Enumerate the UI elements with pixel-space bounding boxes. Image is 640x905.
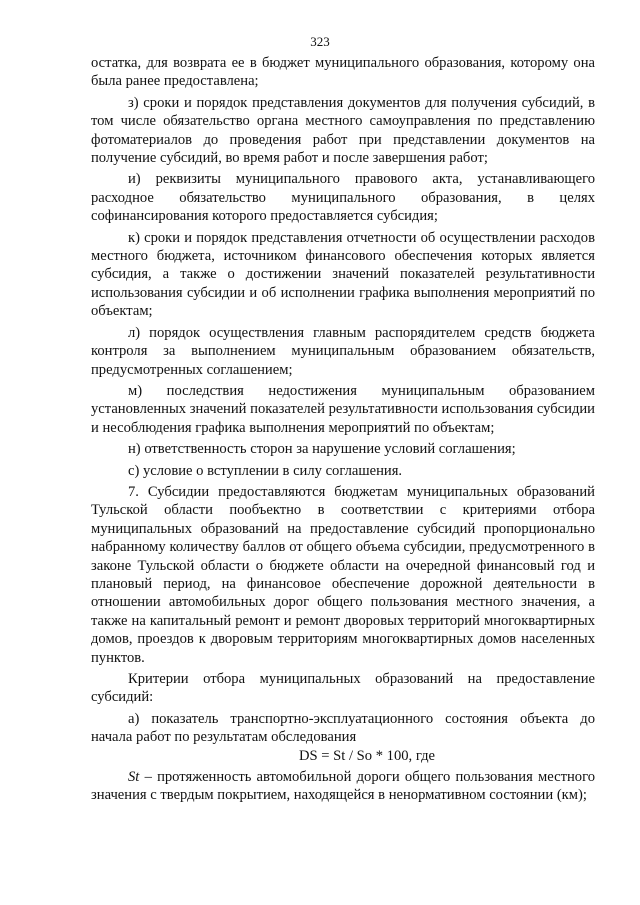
page-number: 323 — [310, 34, 330, 49]
formula-expression: DS = St / So * 100, — [298, 747, 413, 764]
paragraph-criteria-intro: Критерии отбора муниципальных образований на предоставление субсидий: — [91, 671, 595, 706]
paragraph-item-i: и) реквизиты муниципального правового акта, устанавливающего расходное обязательство муниципального образования, в целях софинансирования которого предоставляется субсидия; — [91, 171, 595, 225]
symbol-st: St — [128, 769, 140, 786]
paragraph-item-k: к) сроки и порядок представления отчетности об осуществлении расходов местного бюджета, источником финансового обеспечения которых является субсидия, а также о достижении значений показателей результативности использования субсидии и об исполнении графика выполнения мероприятий по объектам; — [91, 229, 595, 320]
formula-suffix: где — [412, 747, 436, 764]
paragraph-criterion-a: а) показатель транспортно-эксплуатационного состояния объекта до начала работ по результатам обследования — [91, 710, 595, 746]
paragraph-item-z: з) сроки и порядок представления документов для получения субсидий, в том числе обязательство органа местного самоуправления по представлению фотоматериалов до проведения работ при представлении документов на получение субсидий, во время работ и после завершения работ; — [91, 94, 595, 167]
paragraph-st-definition — [91, 768, 595, 805]
paragraph-continuation: остатка, для возврата ее в бюджет муниципального образования, которому она была ранее предоставлена; — [91, 55, 595, 90]
paragraph-item-m: м) последствия недостижения муниципальным образованием установленных значений показателей результативности использования субсидии и несоблюдения графика выполнения мероприятий по объектам; — [91, 382, 595, 436]
paragraph-section-7: 7. Субсидии предоставляются бюджетам муниципальных образований Тульской области пообъектно в соответствии с критериями отбора муниципальных образований на предоставление субсидий пропорционально набранному количеству баллов от общего объема субсидии, предусмотренного в законе Тульской области о бюджете области на очередной финансовый год и плановый период, на финансовое обеспечение дорожной деятельности в отношении автомобильных дорог общего пользования местного значения, а также на капитальный ремонт и ремонт дворовых территорий многоквартирных домов, проездов к дворовым территориям многоквартирных домов населенных пунктов. — [91, 483, 595, 666]
st-definition-text: – протяженность автомобильной дороги общего пользования местного значения с твердым покрытием, находящейся в ненормативном состоянии (км); — [91, 769, 595, 804]
paragraph-item-s: с) условие о вступлении в силу соглашения. — [128, 462, 403, 479]
document-body — [91, 54, 595, 805]
paragraph-item-n: н) ответственность сторон за нарушение условий соглашения; — [128, 441, 516, 458]
formula-ds — [91, 747, 595, 765]
paragraph-item-l: л) порядок осуществления главным распорядителем средств бюджета контроля за выполнением муниципальным образованием обязательств, предусмотренных соглашением; — [91, 324, 595, 378]
